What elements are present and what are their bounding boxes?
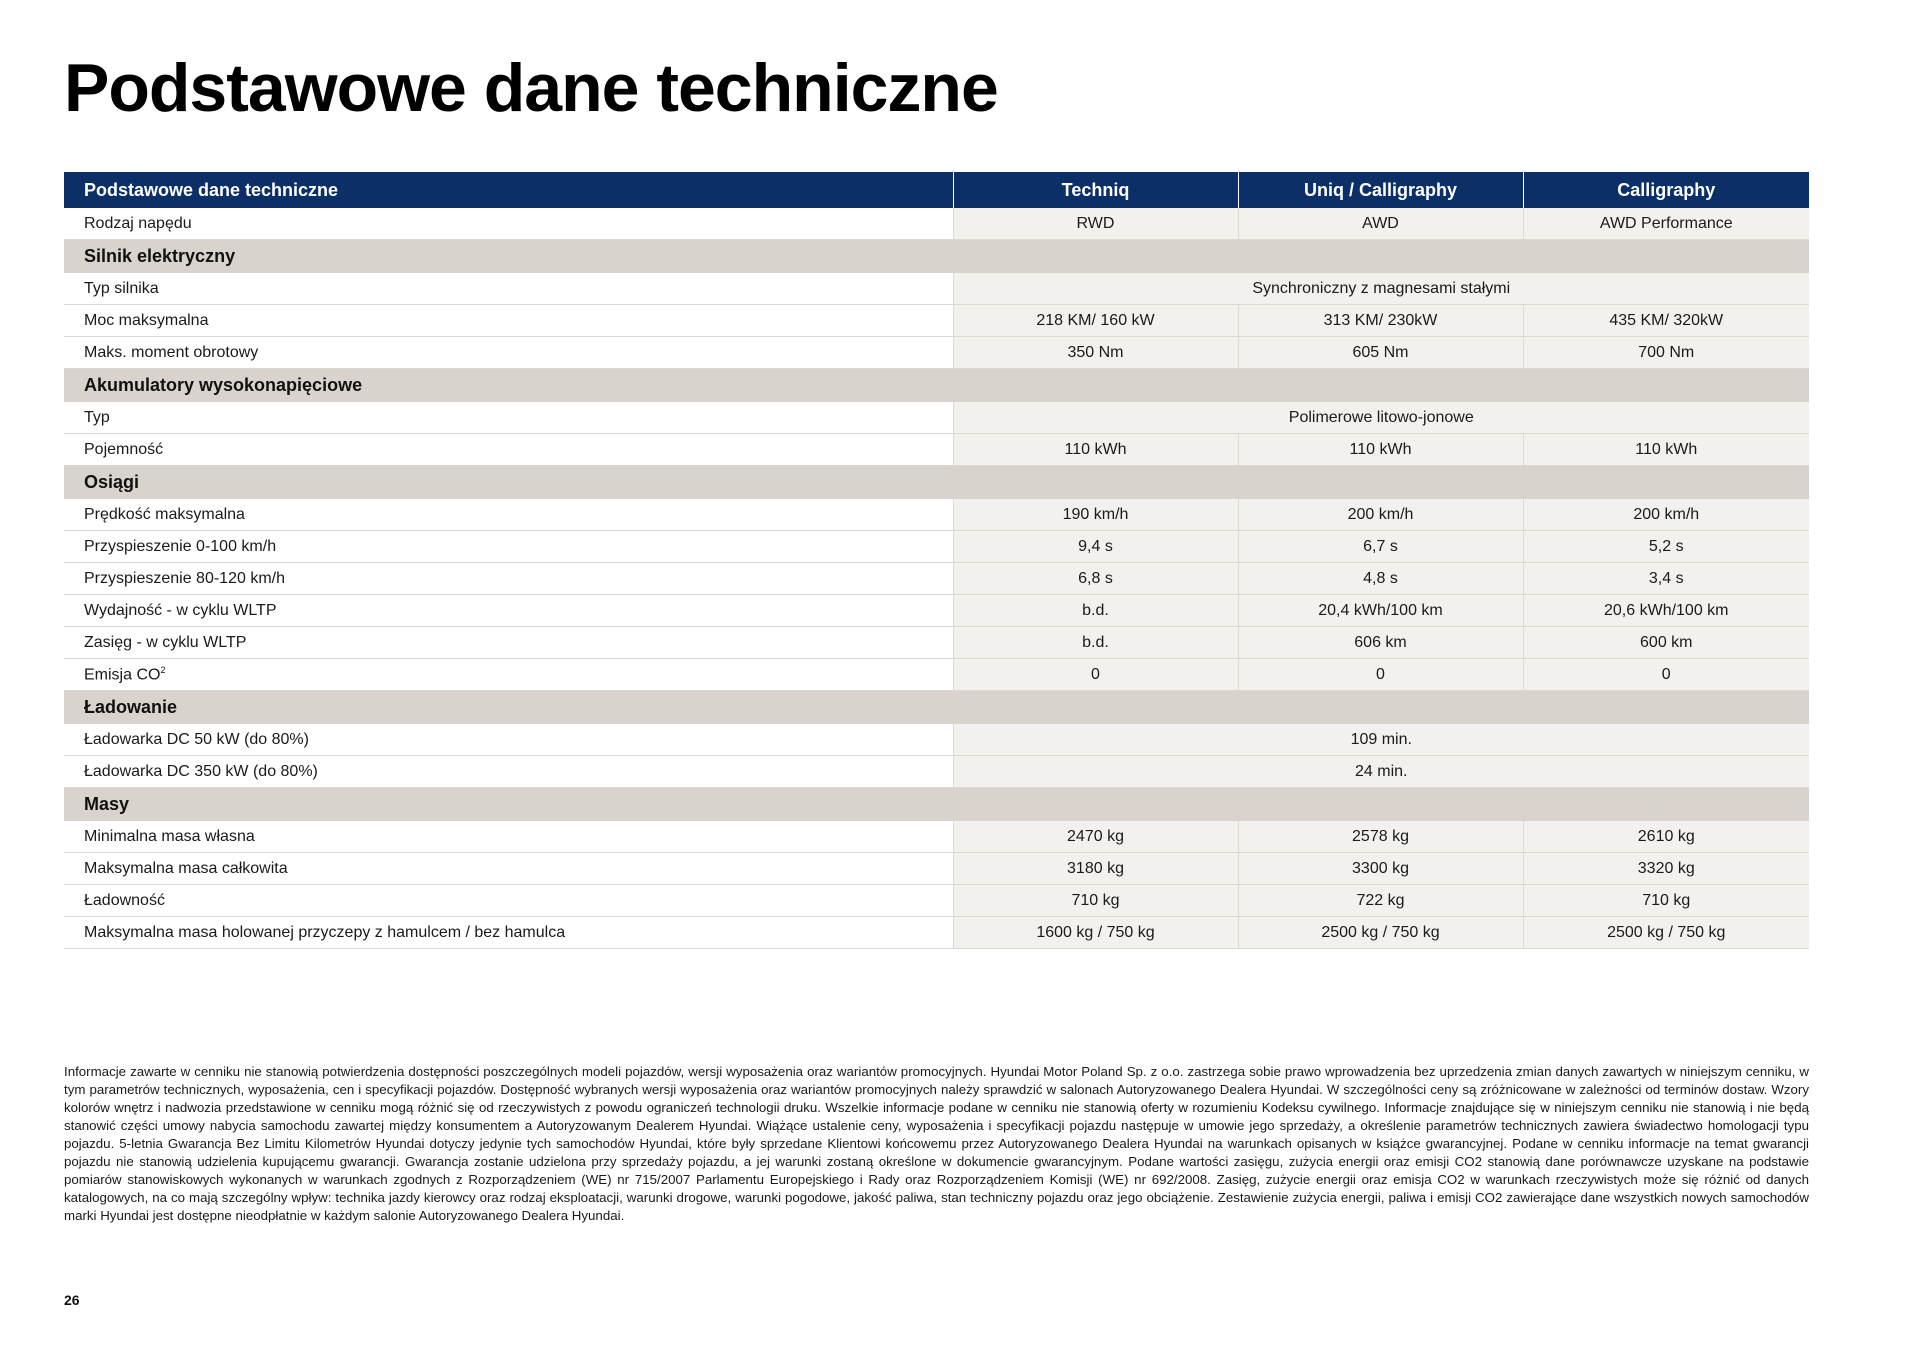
row-value: b.d. — [953, 595, 1238, 627]
row-value-merged: 24 min. — [953, 756, 1809, 788]
row-label — [64, 756, 953, 788]
row-value-merged: Synchroniczny z magnesami stałymi — [953, 273, 1809, 305]
row-value: 2500 kg / 750 kg — [1523, 917, 1809, 949]
row-label — [64, 337, 953, 369]
row-label — [64, 563, 953, 595]
row-value: 313 KM/ 230kW — [1238, 305, 1523, 337]
row-value: 4,8 s — [1238, 563, 1523, 595]
row-value: 2610 kg — [1523, 821, 1809, 853]
row-value: 110 kWh — [1523, 434, 1809, 466]
row-value: 20,6 kWh/100 km — [1523, 595, 1809, 627]
row-label — [64, 853, 953, 885]
section-title: Silnik elektryczny — [64, 240, 1809, 273]
header-calligraphy: Calligraphy — [1523, 172, 1809, 208]
row-value: 435 KM/ 320kW — [1523, 305, 1809, 337]
disclaimer-text: Informacje zawarte w cenniku nie stanowią potwierdzenia dostępności poszczególnych modeli pojazdów, wersji wyposażenia oraz wariantów promocyjnych. Hyundai Motor Poland Sp. z o.o. zastrzega sobie prawo wprowadzenia bez uprzedzenia zmian danych zawartych w niniejszym cenniku, w tym parametrów technicznych, wyposażenia, cen i specyfikacji pojazdów. Dostępność wybranych wersji wyposażenia oraz wariantów promocyjnych należy sprawdzić w salonach Autoryzowanego Dealera Hyundai. W szczególności ceny są zróżnicowane w zależności od terminów dostaw. Wzory kolorów wnętrz i nadwozia przedstawione w cenniku mogą różnić się od rzeczywistych z powodu ograniczeń technologii druku. Wszelkie informacje podane w cenniku nie stanowią oferty w rozumieniu Kodeksu cywilnego. Informacje znajdujące się w niniejszym cenniku nie stanowią i nie będą stanowić części umowy nabycia samochodu zawartej między konsumentem a Autoryzowanym Dealerem Hyundai. Wiążące ustalenie ceny, wyposażenia i specyfikacji pojazdu następuje w umowie jego sprzedaży, a określenie parametrów technicznych zawiera świadectwo homologacji typu pojazdu. 5-letnia Gwarancja Bez Limitu Kilometrów Hyundai dotyczy jedynie tych samochodów Hyundai, które były sprzedane Klientowi końcowemu przez Autoryzowanego Dealera Hyundai na warunkach opisanych w książce gwarancyjnej. Podane w cenniku informacje na temat gwarancji pojazdu nie stanowią udzielenia kupującemu gwarancji. Gwarancja zostanie udzielona przy sprzedaży pojazdu, a jej warunki zostaną określone w dokumencie gwarancyjnym. Podane wartości zasięgu, zużycia energii oraz emisji CO2 stanowią dane porównawcze uzyskane na podstawie pomiarów stanowiskowych wykonanych w warunkach zgodnych z Rozporządzeniem (WE) nr 715/2007 Parlamentu Europejskiego i Rady oraz Rozporządzeniem Komisji (WE) nr 692/2008. Zasięg, zużycie energii oraz emisja CO2 w warunkach rzeczywistych może się różnić od danych katalogowych, na co mają szczególny wpływ: technika jazdy kierowcy oraz rodzaj eksploatacji, warunki drogowe, warunki pogodowe, jakość paliwa, stan techniczny pojazdu oraz jego obciążenie. Zestawienie zużycia energii, paliwa i emisji CO2 zawierające dane wszystkich nowych samochodów marki Hyundai jest dostępne nieodpłatnie w każdym salonie Autoryzowanego Dealera Hyundai. — [64, 1064, 1809, 1223]
row-value: 200 km/h — [1238, 499, 1523, 531]
row-label — [64, 305, 953, 337]
row-value: 110 kWh — [953, 434, 1238, 466]
table-row — [64, 337, 1809, 369]
row-value: 110 kWh — [1238, 434, 1523, 466]
row-value: 0 — [1238, 659, 1523, 691]
spec-table — [64, 172, 1809, 949]
table-row — [64, 531, 1809, 563]
row-value: 3300 kg — [1238, 853, 1523, 885]
page-title: Podstawowe dane techniczne — [64, 50, 998, 126]
row-label — [64, 208, 953, 240]
table-row — [64, 885, 1809, 917]
table-header-row — [64, 172, 1809, 208]
row-label-superscript: 2 — [160, 664, 166, 675]
row-label-text: Ładowność — [84, 891, 165, 909]
row-value: AWD Performance — [1523, 208, 1809, 240]
row-value: 190 km/h — [953, 499, 1238, 531]
table-row — [64, 499, 1809, 531]
table-row — [64, 563, 1809, 595]
row-value: 3320 kg — [1523, 853, 1809, 885]
row-label-text: Zasięg - w cyklu WLTP — [84, 633, 247, 651]
header-uniq-calligraphy: Uniq / Calligraphy — [1238, 172, 1523, 208]
table-row — [64, 627, 1809, 659]
page-number: 26 — [64, 1292, 80, 1308]
table-body — [64, 208, 1809, 949]
row-value: 2470 kg — [953, 821, 1238, 853]
row-value: 0 — [953, 659, 1238, 691]
row-value: 218 KM/ 160 kW — [953, 305, 1238, 337]
table-row — [64, 305, 1809, 337]
row-value: 710 kg — [953, 885, 1238, 917]
row-value: RWD — [953, 208, 1238, 240]
row-value: 722 kg — [1238, 885, 1523, 917]
table-row — [64, 724, 1809, 756]
row-value: 3,4 s — [1523, 563, 1809, 595]
table-row — [64, 434, 1809, 466]
section-title: Osiągi — [64, 466, 1809, 499]
section-header-row — [64, 691, 1809, 724]
row-label-text: Prędkość maksymalna — [84, 505, 245, 523]
row-value: 9,4 s — [953, 531, 1238, 563]
row-value-merged: Polimerowe litowo-jonowe — [953, 402, 1809, 434]
row-value: 2578 kg — [1238, 821, 1523, 853]
row-label — [64, 627, 953, 659]
section-header-row — [64, 466, 1809, 499]
row-label — [64, 885, 953, 917]
row-label — [64, 595, 953, 627]
row-label-text: Przyspieszenie 0-100 km/h — [84, 537, 277, 555]
row-label-text: Pojemność — [84, 440, 164, 458]
table-row — [64, 821, 1809, 853]
row-label — [64, 917, 953, 949]
section-title: Masy — [64, 788, 1809, 821]
row-label — [64, 402, 953, 434]
table-row — [64, 595, 1809, 627]
section-title: Ładowanie — [64, 691, 1809, 724]
row-value: 0 — [1523, 659, 1809, 691]
row-value: 2500 kg / 750 kg — [1238, 917, 1523, 949]
table-row — [64, 853, 1809, 885]
table-row — [64, 273, 1809, 305]
table-row — [64, 208, 1809, 240]
row-label-text: Wydajność - w cyklu WLTP — [84, 601, 277, 619]
row-label-text: Ładowarka DC 50 kW (do 80%) — [84, 730, 309, 748]
row-label — [64, 821, 953, 853]
row-value: 6,7 s — [1238, 531, 1523, 563]
row-value: 350 Nm — [953, 337, 1238, 369]
row-label — [64, 724, 953, 756]
row-label-text: Minimalna masa własna — [84, 827, 255, 845]
row-value: 605 Nm — [1238, 337, 1523, 369]
row-value: 1600 kg / 750 kg — [953, 917, 1238, 949]
row-value: b.d. — [953, 627, 1238, 659]
header-techniq: Techniq — [953, 172, 1238, 208]
row-label — [64, 531, 953, 563]
row-label — [64, 659, 953, 691]
row-value: 710 kg — [1523, 885, 1809, 917]
row-label-text: Przyspieszenie 80-120 km/h — [84, 569, 285, 587]
table-row — [64, 756, 1809, 788]
table-row — [64, 917, 1809, 949]
row-label-text: Emisja CO — [84, 666, 161, 684]
row-value-merged: 109 min. — [953, 724, 1809, 756]
row-label — [64, 434, 953, 466]
row-label-text: Moc maksymalna — [84, 311, 209, 329]
header-label: Podstawowe dane techniczne — [64, 172, 953, 208]
table-row — [64, 659, 1809, 691]
row-value: AWD — [1238, 208, 1523, 240]
table-row — [64, 402, 1809, 434]
section-header-row — [64, 788, 1809, 821]
row-label — [64, 499, 953, 531]
row-value: 6,8 s — [953, 563, 1238, 595]
row-value: 20,4 kWh/100 km — [1238, 595, 1523, 627]
section-header-row — [64, 369, 1809, 402]
row-label-text: Rodzaj napędu — [84, 214, 192, 232]
row-label-text: Ładowarka DC 350 kW (do 80%) — [84, 762, 318, 780]
section-title: Akumulatory wysokonapięciowe — [64, 369, 1809, 402]
row-value: 700 Nm — [1523, 337, 1809, 369]
row-label-text: Maks. moment obrotowy — [84, 343, 259, 361]
row-value: 3180 kg — [953, 853, 1238, 885]
row-label-text: Maksymalna masa holowanej przyczepy z hamulcem / bez hamulca — [84, 923, 566, 941]
row-value: 600 km — [1523, 627, 1809, 659]
row-value: 606 km — [1238, 627, 1523, 659]
row-value: 200 km/h — [1523, 499, 1809, 531]
row-label-text: Maksymalna masa całkowita — [84, 859, 288, 877]
row-value: 5,2 s — [1523, 531, 1809, 563]
section-header-row — [64, 240, 1809, 273]
row-label-text: Typ — [84, 408, 110, 426]
row-label-text: Typ silnika — [84, 279, 159, 297]
row-label — [64, 273, 953, 305]
